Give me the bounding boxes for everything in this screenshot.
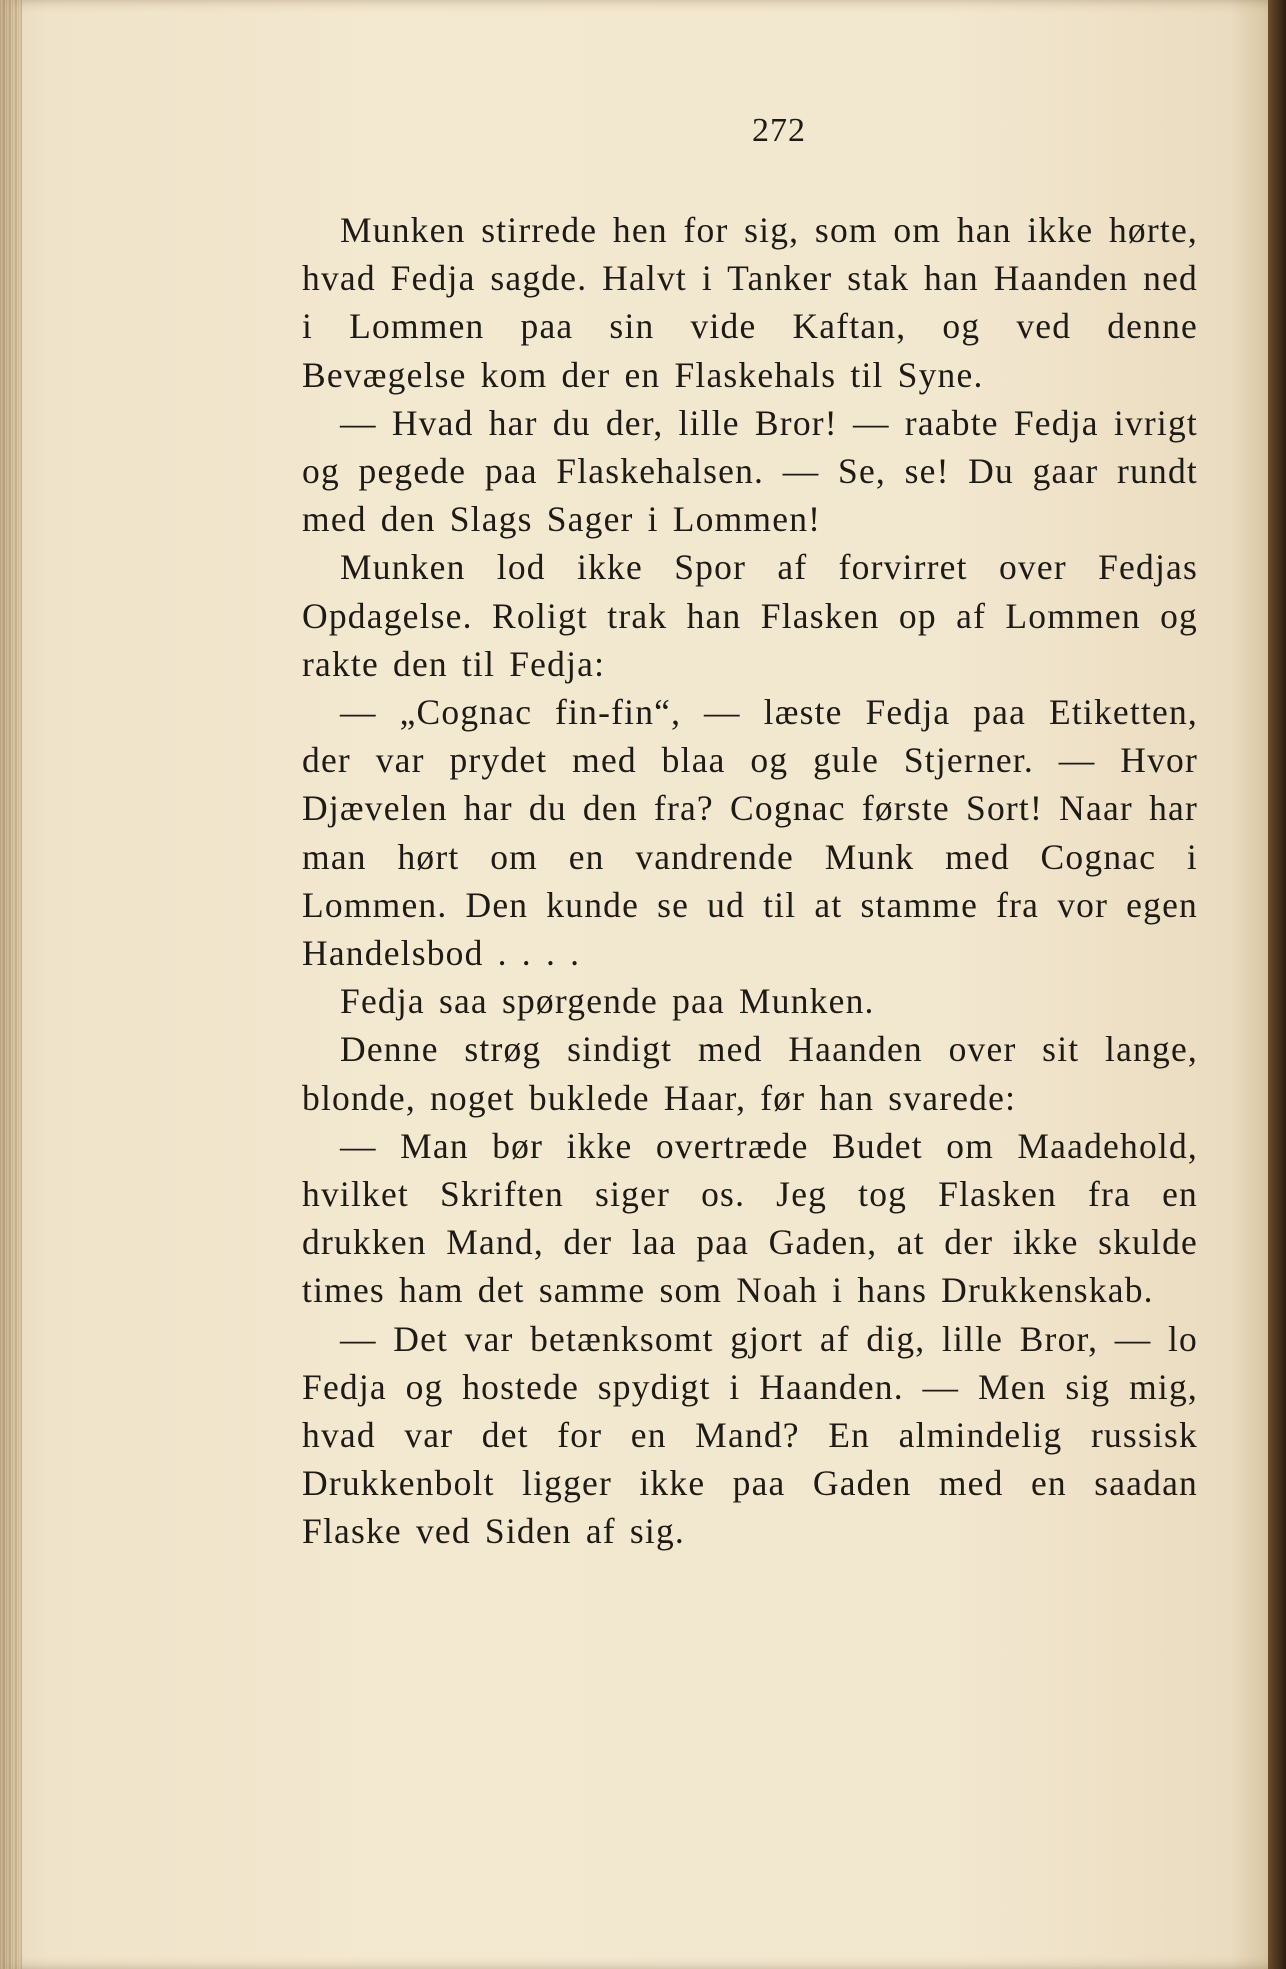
- page-number: 272: [752, 112, 806, 149]
- page-gutter: [0, 0, 22, 1969]
- paragraph: — „Cognac fin-fin“, — læste Fedja paa Etiketten, der var prydet med blaa og gule Stjerner. — Hvor Djævelen har du den fra? Cognac første Sort! Naar har man hørt om en vandrende Munk med Cognac i Lommen. Den kunde se ud til at stamme fra vor egen Handelsbod . . . .: [302, 692, 1198, 974]
- body-text: [302, 206, 1198, 1556]
- paragraph: Munken lod ikke Spor af forvirret over Fedjas Opdagelse. Roligt trak han Flasken op af Lommen og rakte den til Fedja:: [302, 547, 1198, 684]
- paragraph: — Man bør ikke overtræde Budet om Maadehold, hvilket Skriften siger os. Jeg tog Flasken fra en drukken Mand, der laa paa Gaden, at der ikke skulde times ham det samme som Noah i hans Drukkenskab.: [302, 1125, 1198, 1311]
- paragraph: — Hvad har du der, lille Bror! — raabte Fedja ivrigt og pegede paa Flaskehalsen. — Se, se! Du gaar rundt med den Slags Sager i Lommen!: [302, 402, 1198, 540]
- page-edge: [1268, 0, 1286, 1969]
- paragraph: Munken stirrede hen for sig, som om han ikke hørte, hvad Fedja sagde. Halvt i Tanker stak han Haanden ned i Lommen paa sin vide Kaftan, og ved denne Bevægelse kom der en Flaskehals til Syne.: [302, 210, 1198, 395]
- paragraph: — Det var betænksomt gjort af dig, lille Bror, — lo Fedja og hostede spydigt i Haanden. — Men sig mig, hvad var det for en Mand? En almindelig russisk Drukkenbolt ligger ikke paa Gaden med en saadan Flaske ved Siden af sig.: [302, 1318, 1198, 1552]
- paragraph: Denne strøg sindigt med Haanden over sit lange, blonde, noget buklede Haar, før han svarede:: [302, 1029, 1198, 1118]
- paragraph: Fedja saa spørgende paa Munken.: [340, 981, 875, 1022]
